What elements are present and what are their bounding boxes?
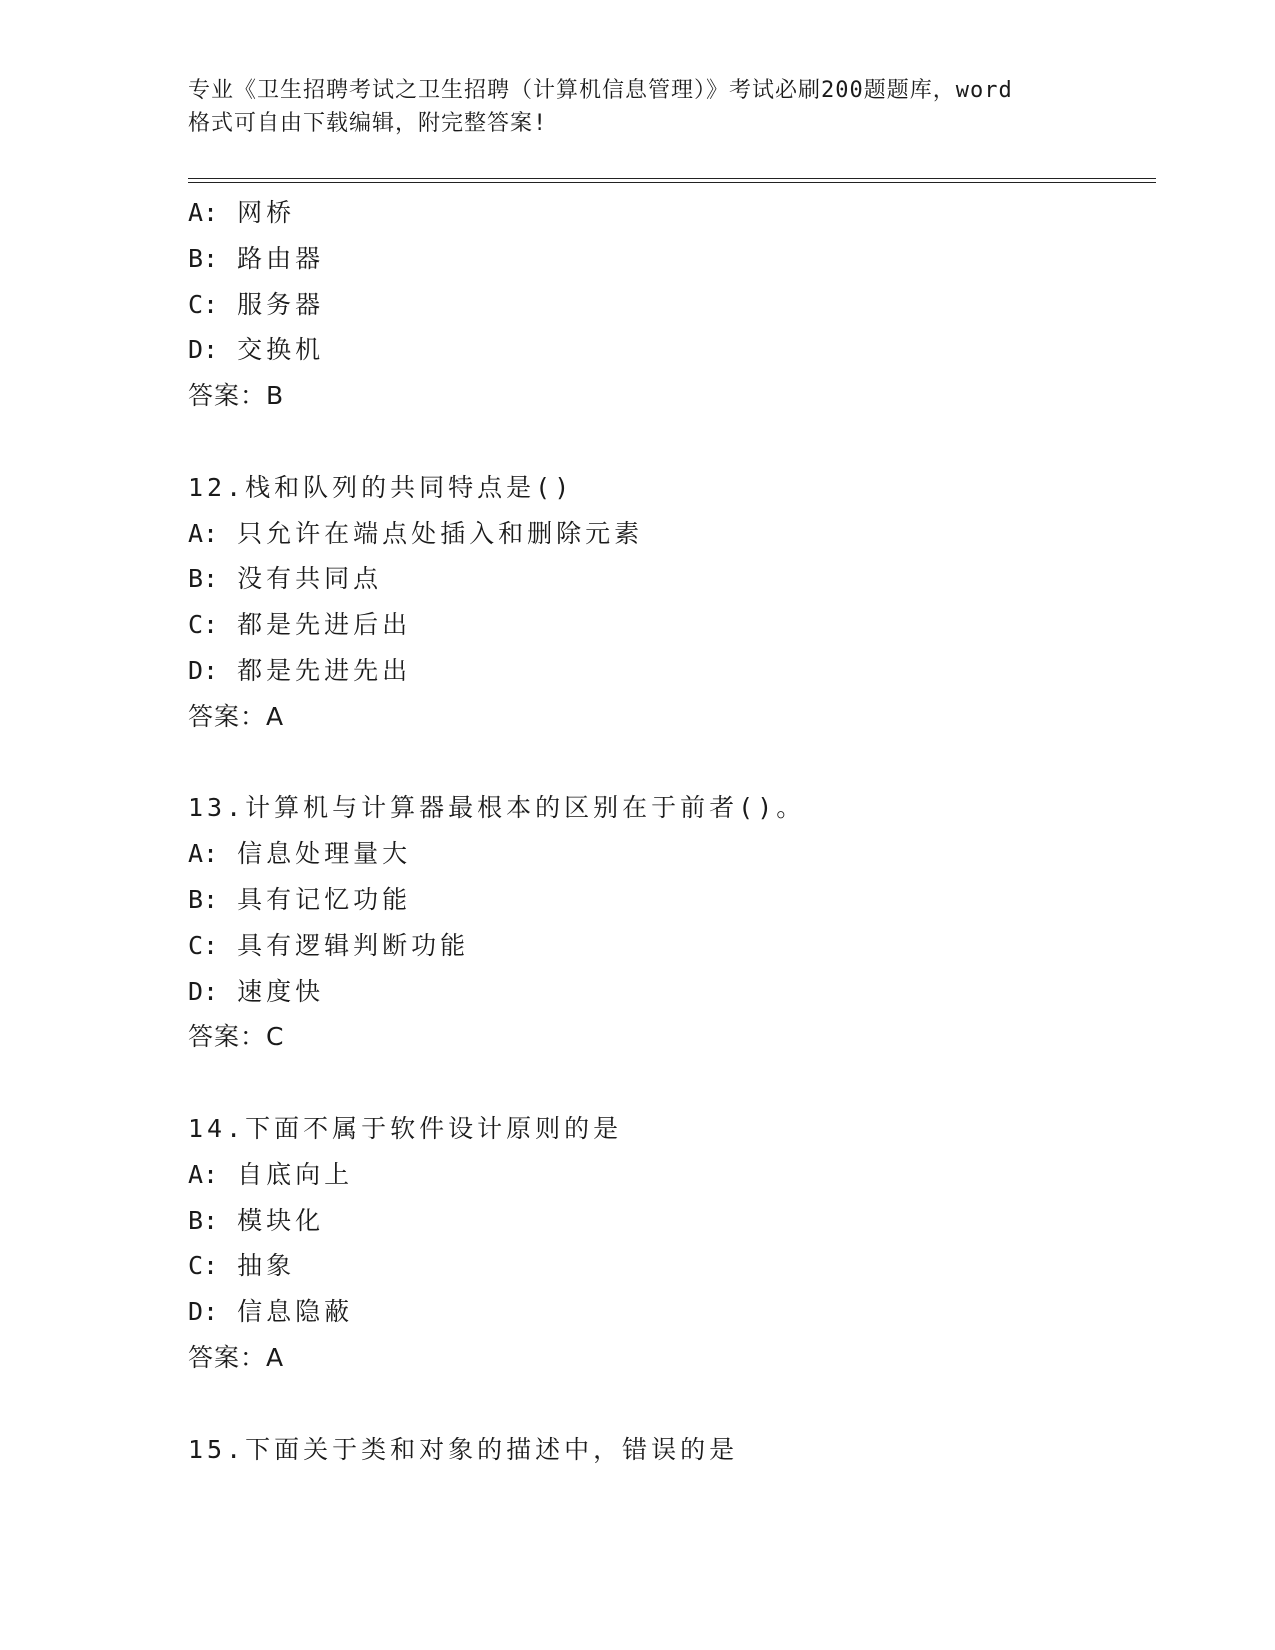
option-c: C: 都是先进后出 [188,610,412,640]
option-a: A: 只允许在端点处插入和删除元素 [188,518,644,548]
spacer [188,740,1148,786]
option-b: B: 没有共同点 [188,564,383,594]
header-title-line-2: 格式可自由下载编辑，附完整答案! [188,111,548,136]
spacer [188,1060,1148,1106]
answer-line: 答案：C [188,1022,285,1052]
question-block-partial [188,190,1148,419]
option-d: D: 信息隐蔽 [188,1297,354,1327]
question-block [188,465,1148,740]
option-c: C: 具有逻辑判断功能 [188,930,470,960]
option-d: D: 都是先进先出 [188,655,412,685]
option-b: B: 具有记忆功能 [188,884,412,914]
question-list [188,190,1148,1472]
option-d: D: 交换机 [188,335,325,365]
option-b: B: 模块化 [188,1205,325,1235]
question-block [188,1106,1148,1381]
option-d: D: 速度快 [188,976,325,1006]
question-stem: 13.计算机与计算器最根本的区别在于前者()。 [188,793,806,823]
question-stem: 15.下面关于类和对象的描述中，错误的是 [188,1434,739,1464]
spacer [188,419,1148,465]
option-b: B: 路由器 [188,243,325,273]
option-a: A: 信息处理量大 [188,839,412,869]
header-title-line-1: 专业《卫生招聘考试之卫生招聘（计算机信息管理）》考试必刷200题题库，word [188,78,1013,103]
question-stem: 12.栈和队列的共同特点是() [188,472,574,502]
option-a: A: 网桥 [188,198,296,227]
header-divider [188,178,1156,183]
answer-line: 答案：A [188,1342,285,1372]
question-stem: 14.下面不属于软件设计原则的是 [188,1113,623,1143]
document-header [188,74,1088,140]
option-c: C: 服务器 [188,289,325,319]
question-block [188,785,1148,1060]
question-block [188,1427,1148,1473]
option-c: C: 抽象 [188,1251,296,1281]
answer-line: 答案：A [188,701,285,731]
option-a: A: 自底向上 [188,1159,354,1189]
spacer [188,1381,1148,1427]
answer-line: 答案：B [188,381,285,411]
